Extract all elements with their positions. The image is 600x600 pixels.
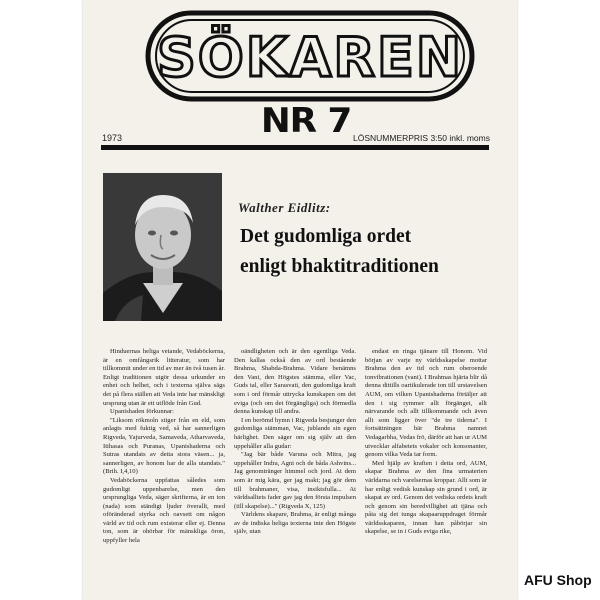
paragraph: oändligheten och är den egentliga Veda. Den kallas också den av ord bestående Brahma, Shabda-Brahma. Vidare benämns den Vani, den Högstes stämma, eller Vac, Guds tal, eller Sarasvati, den gudomliga kraft som i ord förmår uttrycka kunskapen om det eviga (och om det förgängliga) och förmedla denna kunskap till andra. <box>234 348 356 416</box>
article-title-line-1: Det gudomliga ordet <box>240 226 412 247</box>
masthead-logo <box>145 10 475 102</box>
article-author: Walther Eidlitz: <box>238 200 331 215</box>
issue-price: LÖSNUMMERPRIS 3:50 inkl. moms <box>353 133 490 143</box>
author-portrait-art <box>103 173 222 321</box>
paragraph: I en berömd hymn i Rigveda besjunger den gudomliga stämman, Vac, jublande sin egen härlighet. Den säger om sig själv att den uppehåller alla gudar: <box>234 416 356 450</box>
paragraph: Hinduernas heliga vetande, Vedaböckerna, är en omfångsrik litteratur, som har tillkommit under en tid av mer än två tusen år. Enligt traditionen utgör dessa urkunder en enhet och helhet, och i texterna själva sägs det på flera ställen att Veda inte har mänskligt ursprung utan är ett utflöde från Gud. <box>103 348 225 407</box>
text-column-3 <box>365 348 487 588</box>
issue-year: 1973 <box>102 133 123 143</box>
paragraph: Världens skapare, Brahma, är enligt många av de indiska heliga texterna inte den Högste själv, utan <box>234 511 356 536</box>
shop-badge: AFU Shop <box>524 572 592 588</box>
paragraph: endast en ringa tjänare till Honom. Vid början av varje ny världsskapelse mottar Brahma den av tid och rum oberoende tonvibrationen (vani). I Brahmas hjärta blir då denna dittills oartikulerade ton till urstavelsen AUM, om vilken Upanishaderna förtäljer att den i sig rymmer allt förgänget, allt närvarande och allt tillkommande och även allt som ligger över "de tre tiderna". I fortsättningen bär Brahma namnet Vedagarbha, Vedas frö, därför att han ur AUM utvecklar alfabetets vokaler och konsonanter, genom vilka Veda tar form. <box>365 348 487 459</box>
paragraph: Vedaböckerna uppfattas således som gudomligt uppenbarelse, men den ursprungliga Veda, säger skrifterna, är en ton (nada) som ständigt ljuder överallt, med oföränderad styrka och oavsett om någon värld av tid och rum existerar eller ej. Denna ton, som är ohörbar för mänskliga öron, uppfyller hela <box>103 476 225 545</box>
paragraph: Med hjälp av kraften i detta ord, AUM, skapar Brahma av den fina urmaterien världarna och varelsernas kroppar. Allt som är har enligt vedisk kunskap sin grund i ord, är skapat av ord. Genom det vediska ordets kraft och genom sin beredvillighet att tjäna och påta sig det tunga skapaaruppdraget förmår världsskaparen, innan han påbörjar sin skapelse, se in i Guds eviga rike, <box>365 459 487 536</box>
paragraph: "Liksom rökmoln stiger från en eld, som anlagts med fuktig ved, så har sannerligen Rigveda, Yajurveda, Samaveda, Atharvaveda, Itihasas och Puranas, Upanishaderna och Sutras utandats av detta stora väsen... ja, sannerligen, av honom har de alla utandats." (Brih. I,4,10) <box>103 416 225 476</box>
text-column-2 <box>234 348 356 588</box>
article-title-line-2: enligt bhaktitraditionen <box>240 256 439 277</box>
article-title <box>240 222 490 282</box>
masthead-logo-art <box>145 10 475 102</box>
header-rule <box>101 145 489 150</box>
paragraph: "Jag bär både Varuna och Mitra, jag uppehåller Indra, Agni och de båda Ashvins... Jag genomtränger himmel och jord. At dem som är mig kära, ger jag makt; jag gör dem till brahmaner, visa, insiktsfulla... At världsalltets fader gav jag den första impulsen (till skapelse)..." (Rigveda X, 125) <box>234 451 356 510</box>
magazine-page <box>83 0 517 600</box>
paragraph: Upanishaden förkunnar: <box>110 408 174 416</box>
magazine-name: SÖKAREN <box>156 26 464 89</box>
issue-number: NR 7 <box>260 101 352 141</box>
text-column-1 <box>103 348 225 588</box>
author-portrait <box>103 173 222 321</box>
